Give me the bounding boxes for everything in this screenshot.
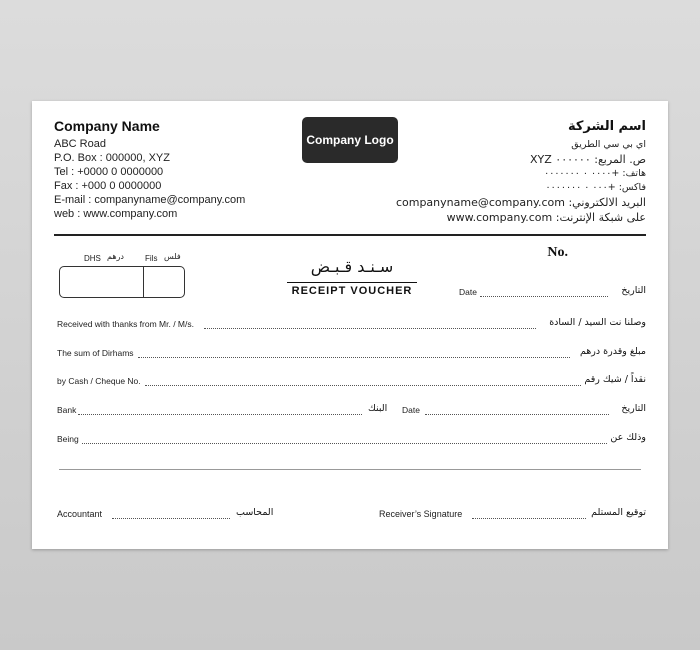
date-label-ar: التاريخ (621, 285, 646, 296)
sum-label-ar: مبلغ وقدرة درهم (579, 346, 646, 357)
receiver-signature-label-ar: توقيع المستلم (591, 507, 646, 518)
receiver-signature-label: Receiver’s Signature (379, 509, 463, 519)
receiver-signature-line[interactable] (472, 518, 586, 519)
company-web: web : www.company.com (54, 208, 178, 220)
company-pobox-ar: ص. المربع: ٠٠٠٠٠٠ XYZ (530, 153, 646, 166)
voucher-title-ar: سـنـد قـبـض (310, 257, 394, 276)
company-email-ar: البريد الالكتروني: companyname@company.com (395, 196, 646, 209)
bank-date-label: Date (402, 405, 420, 415)
voucher-title: RECEIPT VOUCHER (287, 282, 417, 297)
sum-label: The sum of Dirhams (57, 348, 134, 358)
company-logo: Company Logo (302, 117, 398, 163)
company-address-road: ABC Road (54, 138, 106, 150)
dhs-label-ar: درهم (107, 252, 124, 261)
being-label: Being (57, 434, 79, 444)
being-line[interactable] (82, 443, 607, 444)
bank-label: Bank (57, 405, 77, 415)
company-tel: Tel : +0000 0 0000000 (54, 166, 164, 178)
company-email: E-mail : companyname@company.com (54, 194, 246, 206)
being-label-ar: وذلك عن (610, 432, 646, 443)
company-fax-ar: فاكس: +٠٠٠ ٠ ٠٠٠٠٠٠٠ (545, 182, 646, 193)
dhs-fils-divider (143, 267, 144, 297)
accountant-label: Accountant (57, 509, 103, 519)
company-road-ar: اي بي سي الطريق (571, 139, 646, 150)
date-label: Date (459, 287, 477, 297)
header-divider (54, 234, 646, 236)
accountant-label-ar: المحاسب (236, 507, 274, 518)
dhs-label: DHS (84, 254, 101, 263)
company-name-ar: اسم الشركة (567, 119, 646, 134)
received-from-line[interactable] (204, 328, 536, 329)
company-fax: Fax : +000 0 0000000 (54, 180, 162, 192)
receipt-voucher-sheet (32, 101, 668, 549)
cash-cheque-line[interactable] (145, 385, 581, 386)
fils-label: Fils (145, 254, 158, 263)
bank-line[interactable] (78, 414, 362, 415)
date-line[interactable] (480, 296, 608, 297)
bank-label-ar: البنك (368, 403, 388, 414)
cash-cheque-label-ar: نقداً / شيك رقم (584, 374, 646, 385)
company-name: Company Name (54, 118, 160, 134)
cash-cheque-label: by Cash / Cheque No. (57, 376, 141, 386)
fils-label-ar: فلس (164, 252, 181, 261)
sum-line[interactable] (138, 357, 570, 358)
bank-date-line[interactable] (425, 414, 609, 415)
company-web-ar: على شبكة الإنترنت: www.company.com (446, 211, 646, 224)
company-tel-ar: هاتف: +٠٠٠٠ ٠ ٠٠٠٠٠٠٠ (544, 168, 646, 179)
bank-date-label-ar: التاريخ (621, 403, 646, 414)
received-from-label-ar: وصلنا نت السيد / السادة (549, 317, 646, 328)
voucher-number-label: No. (547, 245, 568, 260)
company-pobox: P.O. Box : 000000, XYZ (54, 152, 170, 164)
accountant-signature-line[interactable] (112, 518, 230, 519)
continuation-line[interactable] (59, 469, 641, 470)
received-from-label: Received with thanks from Mr. / M/s. (57, 319, 194, 329)
amount-box[interactable] (59, 266, 185, 298)
